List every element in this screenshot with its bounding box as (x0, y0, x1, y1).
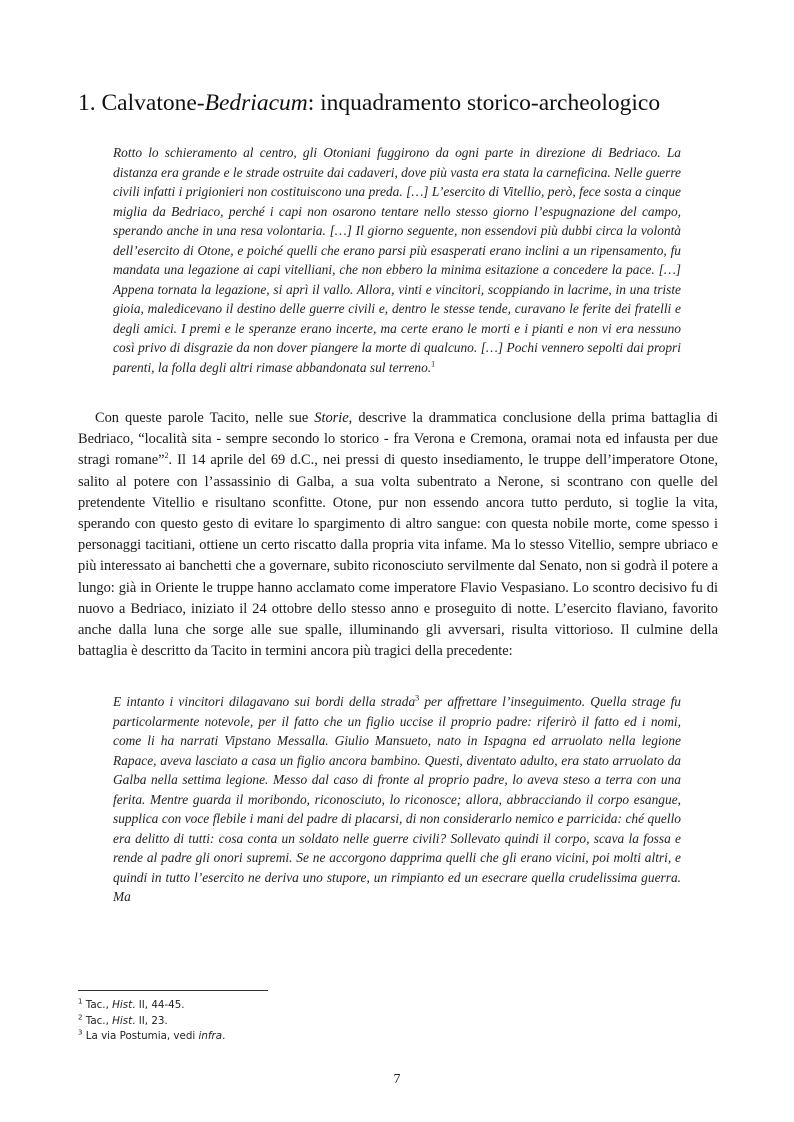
footnote-number: 2 (78, 1013, 83, 1022)
block-quote-first (113, 143, 681, 377)
footnote-item (78, 1014, 478, 1030)
chapter-title-italic: Bedriacum (204, 90, 308, 116)
chapter-title-suffix: : inquadramento storico-archeologico (307, 90, 661, 116)
footnotes (78, 998, 478, 1045)
chapter-title-prefix: 1. Calvatone- (78, 90, 205, 116)
body-paragraph (78, 408, 718, 662)
footnote-text: . (222, 1030, 226, 1042)
body-italic-title: Storie (314, 410, 349, 426)
footnote-italic: Hist (112, 1014, 133, 1027)
footnote-item (78, 1029, 478, 1045)
footnote-text: Tac., (85, 1014, 113, 1027)
footnote-ref-2[interactable]: 2 (164, 451, 169, 461)
footnote-text: La via Postumia, vedi (85, 1030, 199, 1042)
body-text-part3: . Il 14 aprile del 69 d.C., nei pressi di questo insediamento, le truppe dell’imperatore Otone, salito al potere con l’assassinio di Galba, a sua volta subentrato a Nerone, si scontrano con quelle del pretendente Vitellio e risultano sconfitte. Otone, pur non essendo ancora tutto perduto, si toglie la vita, sperando con questo gesto di evitare lo spargimento di altro sangue: con questa nobile morte, come spesso i personaggi tacitiani, ottiene un certo riscatto dalla propria vita infame. Ma lo stesso Vitellio, sempre ubriaco e più interessato ai banchetti che a governare, subito riconosciuto servilmente dal Senato, non si godrà il potere a lungo: già in Oriente le truppe hanno acclamato come imperatore Flavio Vespasiano. Lo scontro decisivo fu di nuovo a Bedriaco, iniziato il 24 ottobre dello stesso anno e proseguito di notte. L’esercito flaviano, favorito anche dalla luna che sorge alle sue spalle, illuminando gli avversari, risulta vittorioso. Il culmine della battaglia è descritto da Tacito in termini ancora più tragici della precedente: (78, 452, 719, 660)
page-number: 7 (393, 1072, 401, 1087)
footnote-text: Tac., (85, 999, 113, 1011)
block-quote-second (113, 692, 681, 907)
quote-second-text-part1: E intanto i vincitori dilagavano sui bordi della strada (113, 694, 416, 709)
body-text-part2: , descrive la drammatica conclusione della prima battaglia di Bedriaco, “località sita - sempre secondo lo storico - fra Verona e Cremona, oramai nota ed infausta per due stragi romane” (78, 410, 718, 469)
footnote-item (78, 998, 478, 1014)
footnote-number: 1 (78, 997, 83, 1006)
footnote-number: 3 (78, 1028, 83, 1037)
footnote-text: . II, 44-45. (132, 999, 185, 1011)
footnote-ref-3[interactable]: 3 (415, 693, 420, 703)
chapter-title (78, 88, 728, 118)
footnote-ref-1[interactable]: 1 (431, 359, 436, 369)
footnote-italic: Hist (112, 999, 133, 1011)
body-text-part1: Con queste parole Tacito, nelle sue (95, 410, 315, 426)
quote-second-text-part2: per affrettare l’inseguimento. Quella strage fu particolarmente notevole, per il fatto che un figlio uccise il proprio padre: riferirò il fatto ed i nomi, come li ha narrati Vipstano Messalla. Giulio Mansueto, nato in Ispagna ed arruolato nella legione Rapace, aveva lasciato a casa un figlio ancora bambino. Questi, diventato adulto, era stato arruolato da Galba nella settima legione. Messo dal caso di fronte al proprio padre, lo aveva steso a terra con una ferita. Mentre guarda il moribondo, riconosciuto, lo riconosce; allora, abbracciando il corpo esangue, supplica con voce flebile i mani del padre di placarsi, di non considerarlo nemico e parricida: ché quello era delitto di tutti: cosa conta un soldato nelle guerre civili? Sollevato quindi il corpo, scava la fossa e rende al padre gli onori supremi. Se ne accorgono dapprima quelli che gli erano vicini, poi molti altri, e quindi in tutto l’esercito ne deriva uno stupore, un rimpianto ed un esecrare quella crudelissima guerra. Ma (113, 694, 681, 904)
quote-first-text: Rotto lo schieramento al centro, gli Otoniani fuggirono da ogni parte in direzione di Bedriaco. La distanza era grande e le strade ostruite dai cadaveri, dove più vasta era stata la carneficina. Nelle guerre civili infatti i prigionieri non costituiscono una preda. […] L’esercito di Vitellio, però, fece sosta a cinque miglia da Bedriaco, perché i capi non osarono tentare nello stesso giorno l’espugnazione del campo, sperando anche in una resa volontaria. […] Il giorno seguente, non essendovi più dubbi circa la volontà dell’esercito di Otone, e poiché quelli che erano parsi più esasperati erano inclini a un ripensamento, fu mandata una legazione ai capi vitelliani, che non ebbero la minima esitazione a concedere la pace. […] Appena tornata la legazione, si aprì il vallo. Allora, vinti e vincitori, scoppiando in lacrime, in una triste gioia, maledicevano il destino delle guerre civili e, dentro le stesse tende, curavano le ferite dei fratelli e degli amici. I premi e le speranze erano incerte, ma certe erano le morti e i pianti e non vi era nessuno così privo di disgrazie da non dover piangere la morte di qualcuno. […] Pochi vennero sepolti dai propri parenti, la folla degli altri rimase abbandonata sul terreno. (113, 145, 681, 375)
footnote-text: . II, 23. (132, 1014, 168, 1027)
footnote-italic: infra (198, 1030, 223, 1042)
footnote-separator (78, 990, 268, 991)
